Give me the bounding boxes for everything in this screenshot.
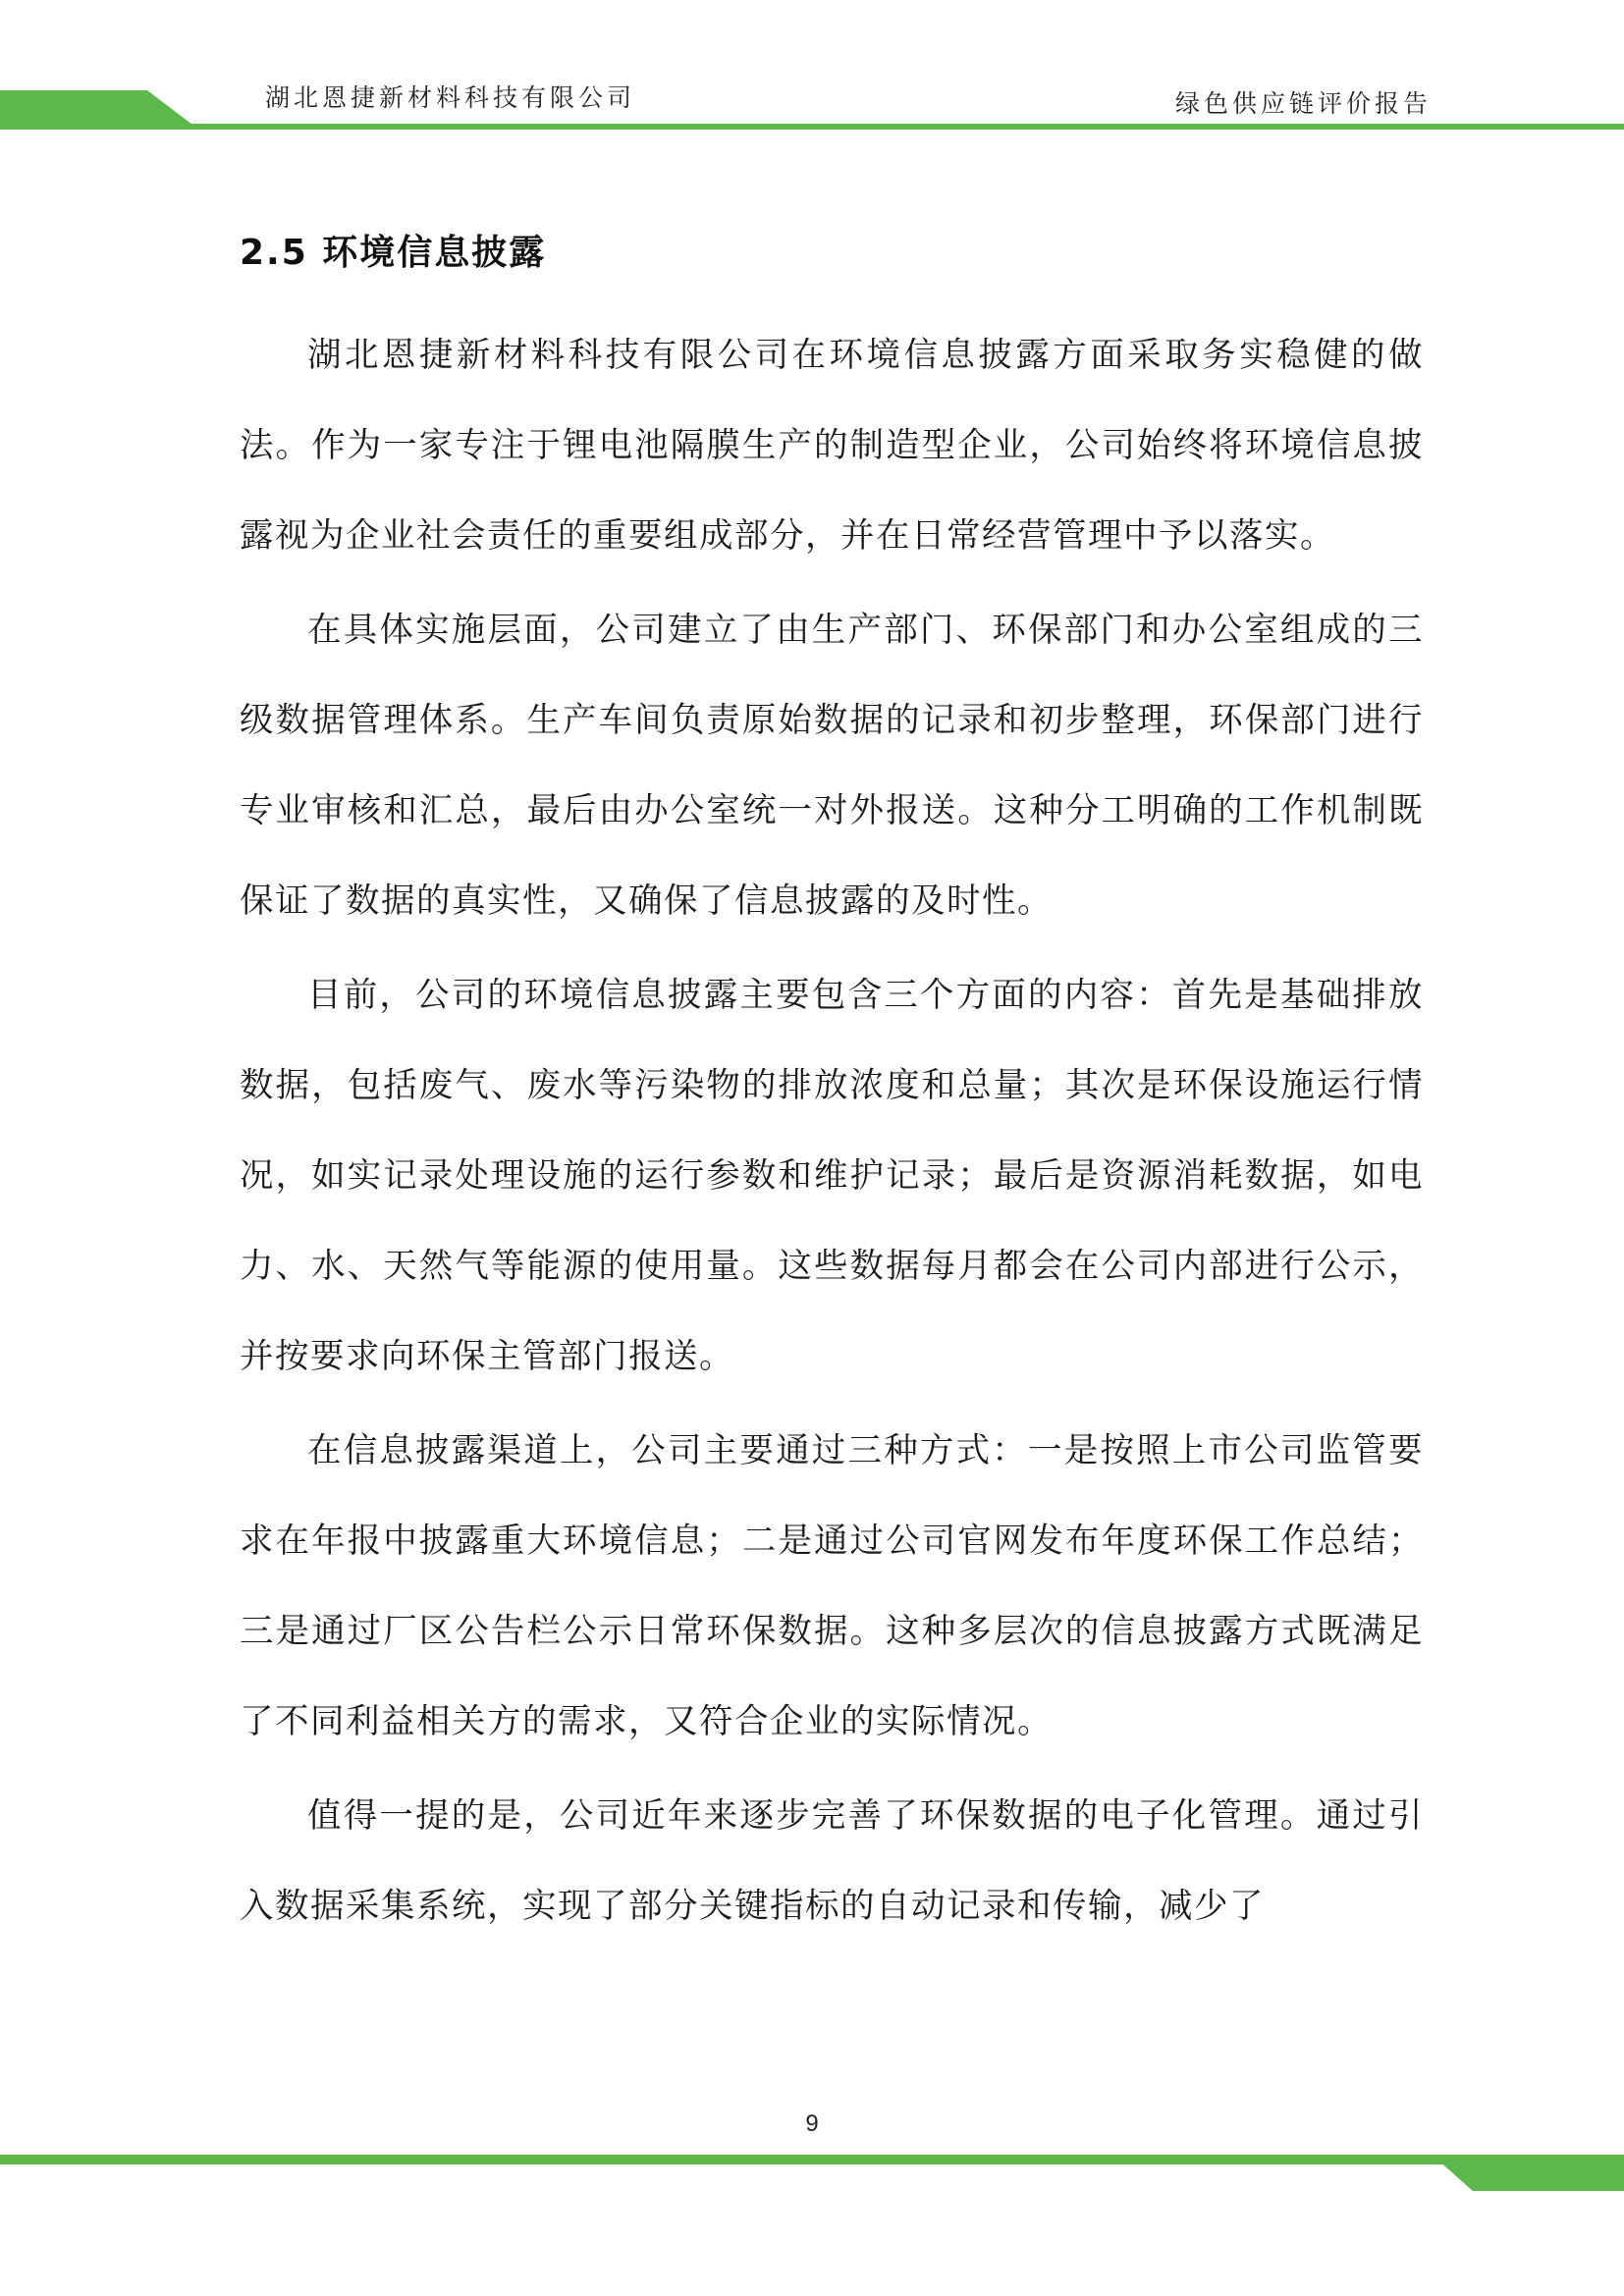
header-company-name: 湖北恩捷新材料科技有限公司 [265,83,636,112]
footer-rule [0,2155,1624,2164]
footer-decoration-tab [1437,2160,1624,2191]
paragraph-2: 在具体实施层面，公司建立了由生产部门、环保部门和办公室组成的三级数据管理体系。生产车间负责原始数据的记录和初步整理，环保部门进行专业审核和汇总，最后由办公室统一对外报送。这种分工明确的工作机制既保证了数据的真实性，又确保了信息披露的及时性。 [240,611,1424,921]
paragraph-4: 在信息披露渠道上，公司主要通过三种方式：一是按照上市公司监管要求在年报中披露重大环境信息；二是通过公司官网发布年度环保工作总结；三是通过厂区公告栏公示日常环保数据。这种多层次的信息披露方式既满足了不同利益相关方的需求，又符合企业的实际情况。 [240,1431,1424,1741]
header-report-title: 绿色供应链评价报告 [1174,89,1432,118]
header-decoration-tab [0,90,196,128]
page-body [240,216,1424,1955]
paragraph-1: 湖北恩捷新材料科技有限公司在环境信息披露方面采取务实稳健的做法。作为一家专注于锂电池隔膜生产的制造型企业，公司始终将环境信息披露视为企业社会责任的重要组成部分，并在日常经营管理中予以落实。 [240,336,1424,556]
page-number: 9 [805,2110,819,2137]
section-title: 2.5 环境信息披露 [240,233,547,273]
paragraph-5: 值得一提的是，公司近年来逐步完善了环保数据的电子化管理。通过引入数据采集系统，实现了部分关键指标的自动记录和传输，减少了 [240,1796,1424,1926]
paragraph-3: 目前，公司的环境信息披露主要包含三个方面的内容：首先是基础排放数据，包括废气、废水等污染物的排放浓度和总量；其次是环保设施运行情况，如实记录处理设施的运行参数和维护记录；最后是资源消耗数据，如电力、水、天然气等能源的使用量。这些数据每月都会在公司内部进行公示，并按要求向环保主管部门报送。 [240,976,1424,1376]
header-rule [0,124,1624,130]
